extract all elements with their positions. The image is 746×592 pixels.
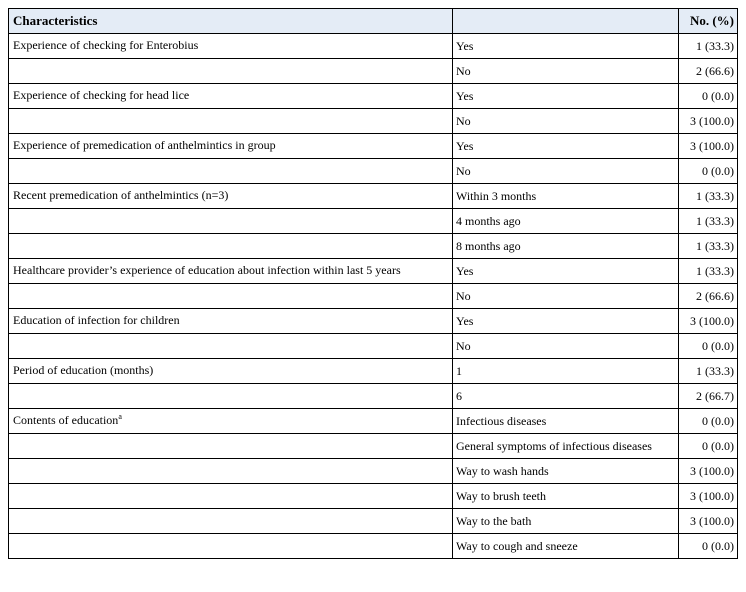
count-percent-cell: 1 (33.3) [679,259,738,284]
characteristic-cell [9,34,453,59]
count-percent-cell: 0 (0.0) [679,534,738,559]
characteristic-cell [9,384,453,409]
table-row [9,334,738,359]
count-percent-cell: 2 (66.6) [679,284,738,309]
table-row [9,284,738,309]
characteristic-label: Experience of checking for head lice [13,88,190,102]
characteristic-cell [9,109,453,134]
characteristic-label: Experience of checking for Enterobius [13,38,199,52]
option-cell: 4 months ago [453,209,679,234]
characteristic-label: Education of infection for children [13,313,180,327]
option-cell: Yes [453,259,679,284]
table-row [9,109,738,134]
table-row [9,184,738,209]
characteristic-cell [9,334,453,359]
option-cell: No [453,284,679,309]
count-percent-cell: 3 (100.0) [679,459,738,484]
count-percent-cell: 3 (100.0) [679,134,738,159]
characteristic-label: Recent premedication of anthelmintics (n=3) [13,188,229,202]
count-percent-cell: 0 (0.0) [679,334,738,359]
count-percent-cell: 1 (33.3) [679,184,738,209]
characteristic-cell [9,459,453,484]
count-percent-cell: 2 (66.7) [679,384,738,409]
option-cell: Yes [453,84,679,109]
header-option [453,9,679,34]
characteristic-cell [9,209,453,234]
characteristic-cell [9,534,453,559]
characteristic-cell [9,134,453,159]
option-cell: Infectious diseases [453,409,679,434]
characteristic-cell [9,484,453,509]
option-cell: Yes [453,34,679,59]
footnote-marker: a [118,412,122,421]
count-percent-cell: 3 (100.0) [679,484,738,509]
option-cell: Yes [453,309,679,334]
table-row [9,384,738,409]
count-percent-cell: 1 (33.3) [679,209,738,234]
count-percent-cell: 1 (33.3) [679,359,738,384]
table-row [9,359,738,384]
option-cell: Within 3 months [453,184,679,209]
characteristic-cell [9,84,453,109]
characteristic-cell [9,259,453,284]
count-percent-cell: 0 (0.0) [679,84,738,109]
table-row [9,259,738,284]
option-cell: Way to cough and sneeze [453,534,679,559]
table-body [9,34,738,559]
option-cell: Way to brush teeth [453,484,679,509]
table-row [9,434,738,459]
table-row [9,34,738,59]
header-count-percent: No. (%) [679,9,738,34]
table-header-row [9,9,738,34]
count-percent-cell: 3 (100.0) [679,109,738,134]
table-row [9,459,738,484]
count-percent-cell: 0 (0.0) [679,159,738,184]
table-row [9,59,738,84]
table-row [9,409,738,434]
characteristic-cell [9,59,453,84]
option-cell: No [453,59,679,84]
characteristic-cell [9,409,453,434]
table-row [9,234,738,259]
option-cell: 8 months ago [453,234,679,259]
option-cell: 6 [453,384,679,409]
table-row [9,134,738,159]
table-row [9,509,738,534]
count-percent-cell: 0 (0.0) [679,409,738,434]
option-cell: 1 [453,359,679,384]
count-percent-cell: 2 (66.6) [679,59,738,84]
header-characteristics: Characteristics [9,9,453,34]
characteristic-label: Experience of premedication of anthelmintics in group [13,138,276,152]
option-cell: No [453,109,679,134]
count-percent-cell: 1 (33.3) [679,234,738,259]
option-cell: Way to the bath [453,509,679,534]
table-row [9,484,738,509]
characteristic-cell [9,359,453,384]
option-cell: Way to wash hands [453,459,679,484]
characteristic-cell [9,159,453,184]
characteristic-cell [9,184,453,209]
table-row [9,309,738,334]
count-percent-cell: 3 (100.0) [679,509,738,534]
characteristics-table [8,8,738,559]
option-cell: Yes [453,134,679,159]
characteristic-cell [9,509,453,534]
table-row [9,209,738,234]
characteristic-cell [9,434,453,459]
option-cell: No [453,159,679,184]
count-percent-cell: 1 (33.3) [679,34,738,59]
characteristic-label: Period of education (months) [13,363,154,377]
table-row [9,84,738,109]
characteristic-cell [9,234,453,259]
characteristic-cell [9,284,453,309]
count-percent-cell: 0 (0.0) [679,434,738,459]
table-row [9,534,738,559]
table-row [9,159,738,184]
count-percent-cell: 3 (100.0) [679,309,738,334]
characteristic-cell [9,309,453,334]
characteristic-label: Contents of education [13,413,119,427]
option-cell: No [453,334,679,359]
characteristic-label: Healthcare provider’s experience of education about infection within last 5 years [13,263,401,277]
option-cell: General symptoms of infectious diseases [453,434,679,459]
